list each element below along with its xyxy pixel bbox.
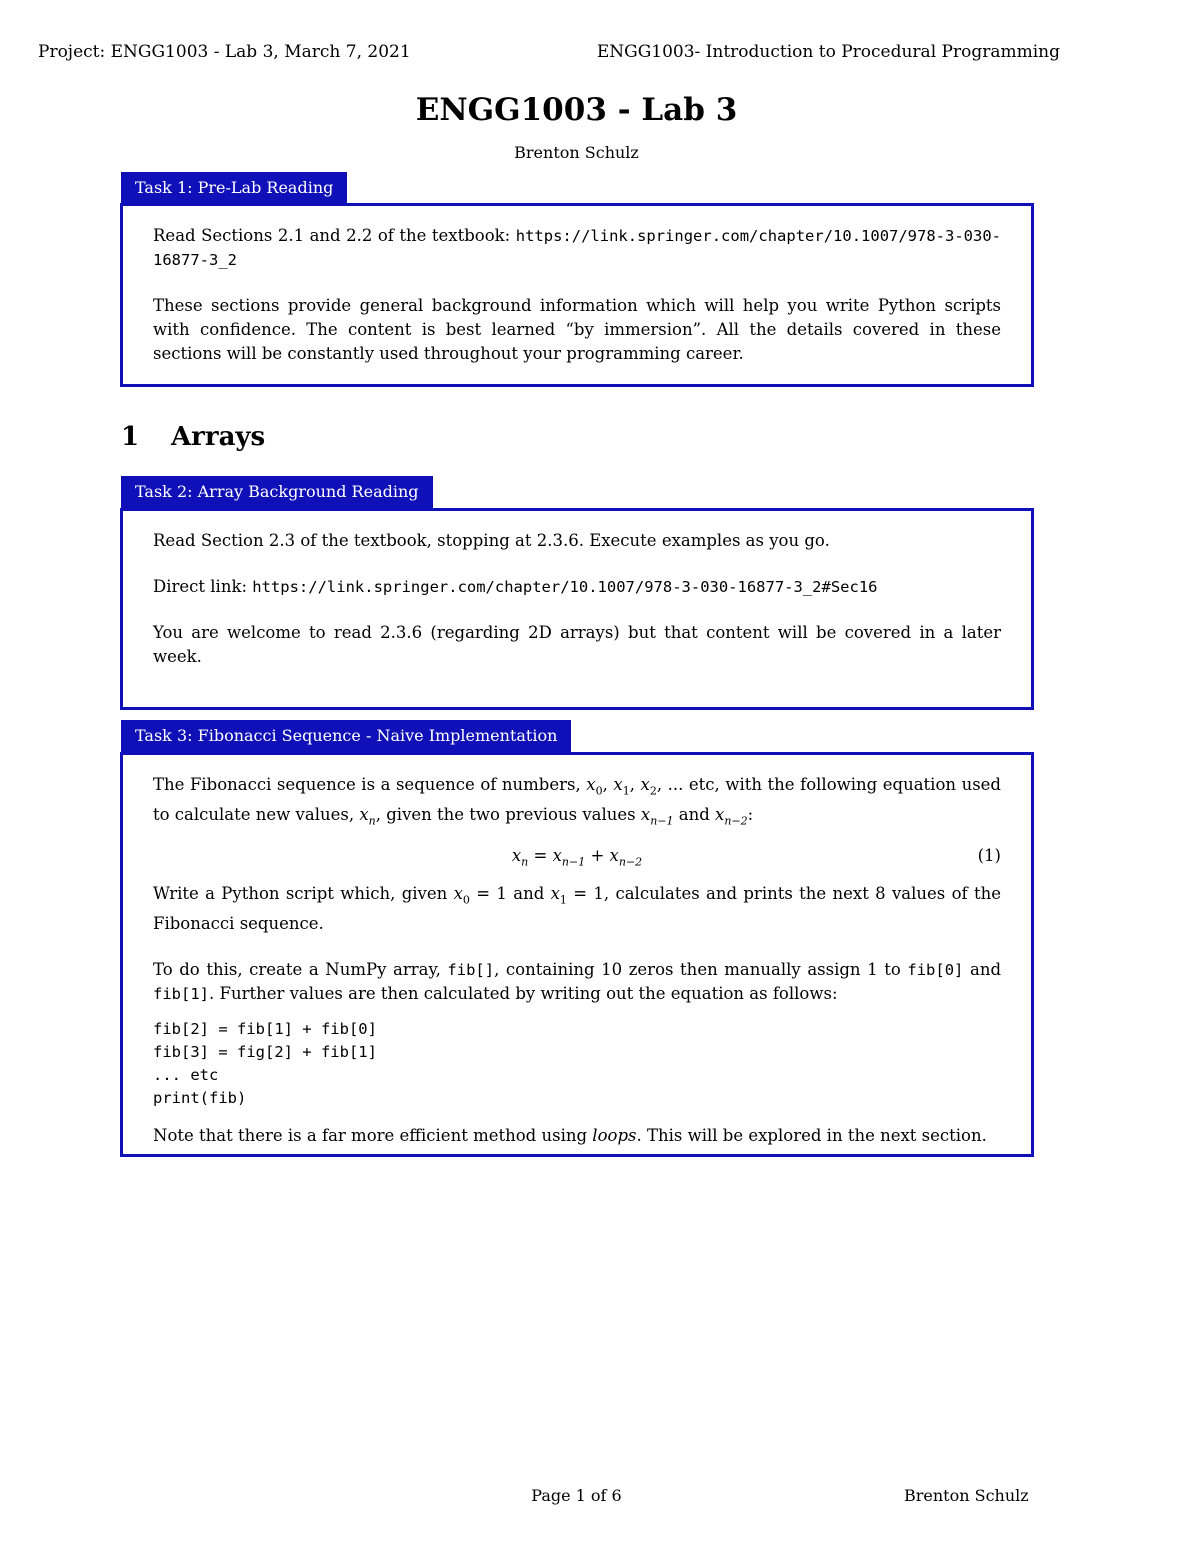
task3-code-fib1: fib[1] [153, 984, 209, 1003]
task1-box [120, 203, 1034, 387]
header-left: Project: ENGG1003 - Lab 3, March 7, 2021 [38, 42, 411, 62]
task2-paragraph-1: Read Section 2.3 of the textbook, stopping at 2.3.6. Execute examples as you go. [153, 531, 830, 550]
task3-code-fib: fib[] [447, 960, 495, 979]
code-line: fib[2] = fib[1] + fib[0] [153, 1019, 377, 1038]
task3-p3-d: . Further values are then calculated by writing out the equation as follows: [209, 983, 838, 1003]
task2-box [120, 508, 1034, 710]
section-number: 1 [121, 422, 140, 452]
task3-p1-b: ... etc, with the following equation used to calculate new values, [153, 775, 1001, 825]
task3-paragraph-3 [153, 958, 1001, 1006]
task3-paragraph-2: Write a Python script which, given $x_0 = 1$ and $x_1 = 1$, calculates and prints the next 8 values of the Fibonacci sequence. [153, 883, 1001, 933]
task3-paragraph-4 [153, 1124, 1001, 1148]
code-line: fib[3] = fig[2] + fib[1] [153, 1042, 377, 1061]
code-block [153, 1018, 1001, 1110]
task3-p2-b: and [513, 883, 545, 903]
document-title: ENGG1003 - Lab 3 [415, 92, 738, 128]
task2-label: Task 2: Array Background Reading [121, 476, 433, 508]
task3-code-fib0: fib[0] [907, 960, 964, 979]
task3-paragraph-1: The Fibonacci sequence is a sequence of numbers, $x_0$, $x_1$, $x_2$, ... etc, with the following equation used to calculate new values, $x_n$, given the two previous values $x_{n-1}$ and $x_{n-2}$: [153, 775, 1001, 828]
task3-label: Task 3: Fibonacci Sequence - Naive Implementation [121, 720, 571, 752]
task2-link-label: Direct link: [153, 577, 248, 596]
fibonacci-equation [153, 844, 1001, 876]
task3-p3-c: and [969, 959, 1002, 979]
task1-label: Task 1: Pre-Lab Reading [121, 172, 347, 204]
task3-box [120, 752, 1034, 1157]
task1-paragraph-2: These sections provide general background information which will help you write Python scripts with confidence. The content is best learned “by immersion”. All the details covered in these sections will be constantly used throughout your programming career. [153, 296, 1001, 363]
task2-paragraph-3: You are welcome to read 2.3.6 (regarding 2D arrays) but that content will be covered in a later week. [153, 623, 1001, 666]
code-line: ... etc [153, 1065, 219, 1084]
task3-p1-c: , given the two previous values [375, 805, 636, 825]
task3-p4-em: loops [592, 1125, 637, 1145]
task3-p1-a: The Fibonacci sequence is a sequence of numbers, [153, 775, 581, 794]
task3-p4-b: . This will be explored in the next section. [636, 1125, 987, 1145]
task3-p2-a: Write a Python script which, given [153, 883, 448, 903]
section-heading [121, 422, 265, 452]
task2-paragraph-2 [153, 575, 1001, 599]
task1-text: Read Sections 2.1 and 2.2 of the textbook: [153, 226, 511, 245]
task1-link[interactable]: https://link.springer.com/chapter/10.1007/978-3-030-16877-3_2 [153, 227, 1002, 269]
task3-p3-a: To do this, create a NumPy array, [153, 959, 441, 979]
page-number: Page 1 of 6 [531, 1486, 622, 1505]
equation-number: (1) [977, 845, 1001, 865]
task2-link[interactable]: https://link.springer.com/chapter/10.1007/978-3-030-16877-3_2#Sec16 [252, 578, 878, 596]
header-right: ENGG1003- Introduction to Procedural Programming [596, 42, 1060, 62]
task3-p1-and: and [678, 805, 710, 825]
section-title: Arrays [171, 422, 266, 452]
task3-p3-b: , containing 10 zeros then manually assign 1 to [494, 959, 901, 979]
equation-expression: $x_n = x_{n-1} + x_{n-2}$ [511, 845, 643, 868]
task1-paragraph-1 [153, 224, 1001, 272]
footer-author: Brenton Schulz [904, 1486, 1029, 1505]
document-author: Brenton Schulz [514, 143, 639, 162]
task3-p4-a: Note that there is a far more efficient method using [153, 1125, 588, 1145]
code-line: print(fib) [153, 1088, 247, 1107]
task3-p2-c: , calculates and prints the next 8 values of the Fibonacci sequence. [153, 883, 1001, 933]
